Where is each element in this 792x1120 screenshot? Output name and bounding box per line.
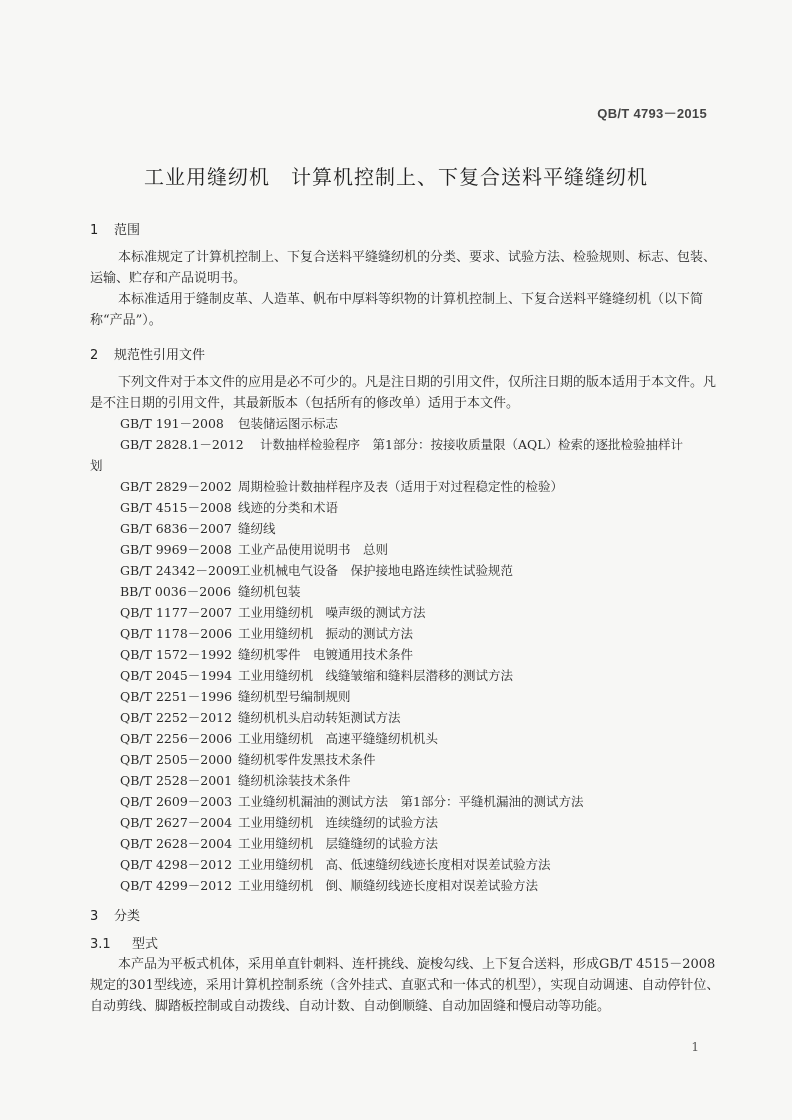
section-1-heading	[90, 219, 140, 238]
reference-item	[120, 560, 720, 581]
reference-item	[120, 812, 720, 833]
section-number: 3	[90, 909, 99, 924]
reference-code: QB/T 2256－2006	[120, 731, 233, 746]
subsection-title: 型式	[132, 937, 159, 952]
reference-title: 工业缝纫机漏油的测试方法 第1部分：平缝机漏油的测试方法	[238, 794, 584, 809]
reference-item	[120, 623, 720, 644]
reference-title: 缝纫线	[238, 521, 276, 536]
reference-title: 周期检验计数抽样程序及表（适用于对过程稳定性的检验）	[238, 479, 564, 494]
reference-code: QB/T 2251－1996	[120, 689, 233, 704]
reference-code: GB/T 2829－2002	[120, 479, 232, 494]
scope-paragraph-1: 本标准规定了计算机控制上、下复合送料平缝缝纫机的分类、要求、试验方法、检验规则、标志、包装、运输、贮存和产品说明书。	[90, 250, 717, 286]
reference-code: GB/T 4515－2008	[120, 500, 232, 515]
reference-title: 工业用缝纫机 振动的测试方法	[238, 626, 414, 641]
reference-title: 工业产品使用说明书 总则	[238, 542, 389, 557]
document-title: 工业用缝纫机 计算机控制上、下复合送料平缝缝纫机	[144, 165, 648, 189]
reference-title: 工业用缝纫机 连续缝纫的试验方法	[238, 815, 439, 830]
reference-title-continuation: 划	[90, 458, 103, 473]
reference-item	[120, 413, 720, 434]
subsection-number: 3.1	[90, 937, 111, 952]
normative-references-list	[90, 413, 720, 896]
subsection-3-1-heading	[90, 933, 158, 952]
reference-item	[120, 539, 720, 560]
reference-title: 缝纫机涂装技术条件	[238, 773, 351, 788]
reference-title: 缝纫机型号编制规则	[238, 689, 351, 704]
type-paragraph: 本产品为平板式机体，采用单直针刺料、连杆挑线、旋梭勾线、上下复合送料，形成GB/T 4515－2008规定的301型线迹，采用计算机控制系统（含外挂式、直驱式和一体式的机型），实现自动调速、自动停针位、自动剪线、脚踏板控制或自动拨线、自动计数、自动倒顺缝、自动加固缝和慢启动等功能。	[90, 957, 720, 1014]
reference-title: 线迹的分类和术语	[238, 500, 339, 515]
reference-item	[120, 644, 720, 665]
reference-item	[120, 665, 720, 686]
reference-item	[120, 875, 720, 896]
reference-code: QB/T 2627－2004	[120, 815, 233, 830]
reference-item	[90, 434, 720, 476]
reference-code: GB/T 191－2008	[120, 416, 224, 431]
reference-code: QB/T 1178－2006	[120, 626, 233, 641]
reference-code: QB/T 4298－2012	[120, 857, 233, 872]
section-title: 范围	[114, 223, 141, 238]
reference-item	[120, 518, 720, 539]
reference-code: QB/T 2628－2004	[120, 836, 233, 851]
reference-title: 工业用缝纫机 层缝缝纫的试验方法	[238, 836, 439, 851]
section-3-heading	[90, 905, 140, 924]
reference-code: QB/T 2045－1994	[120, 668, 233, 683]
reference-title: 缝纫机机头启动转矩测试方法	[238, 710, 401, 725]
reference-title: 工业用缝纫机 高速平缝缝纫机机头	[238, 731, 439, 746]
standard-code: QB/T 4793－2015	[597, 106, 707, 121]
reference-title: 计数抽样检验程序 第1部分：按接收质量限（AQL）检索的逐批检验抽样计	[260, 437, 684, 452]
reference-item	[120, 476, 720, 497]
reference-item	[120, 854, 720, 875]
reference-item	[120, 749, 720, 770]
reference-title: 工业用缝纫机 线缝皱缩和缝料层潜移的测试方法	[238, 668, 514, 683]
section-title: 规范性引用文件	[114, 348, 206, 363]
reference-code: QB/T 2528－2001	[120, 773, 233, 788]
reference-item	[120, 770, 720, 791]
reference-code: QB/T 2252－2012	[120, 710, 233, 725]
section-2-heading	[90, 344, 205, 363]
reference-item	[120, 728, 720, 749]
scope-paragraph-2: 本标准适用于缝制皮革、人造革、帆布中厚料等织物的计算机控制上、下复合送料平缝缝纫机（以下简称“产品”）。	[90, 292, 704, 328]
reference-item	[120, 602, 720, 623]
reference-code: GB/T 9969－2008	[120, 542, 232, 557]
reference-title: 缝纫机包装	[238, 584, 301, 599]
reference-title: 包装储运图示标志	[238, 416, 339, 431]
reference-title: 工业用缝纫机 高、低速缝纫线迹长度相对误差试验方法	[238, 857, 551, 872]
refs-intro-paragraph: 下列文件对于本文件的应用是必不可少的。凡是注日期的引用文件，仅所注日期的版本适用于本文件。凡是不注日期的引用文件，其最新版本（包括所有的修改单）适用于本文件。	[90, 375, 717, 411]
reference-item	[120, 497, 720, 518]
reference-code: QB/T 4299－2012	[120, 878, 233, 893]
reference-title: 缝纫机零件 电镀通用技术条件	[238, 647, 414, 662]
reference-code: GB/T 6836－2007	[120, 521, 232, 536]
reference-code: QB/T 2609－2003	[120, 794, 233, 809]
page-number: 1	[691, 1040, 699, 1054]
reference-title: 工业用缝纫机 倒、顺缝纫线迹长度相对误差试验方法	[238, 878, 539, 893]
reference-title: 缝纫机零件发黑技术条件	[238, 752, 376, 767]
reference-code: GB/T 2828.1－2012	[120, 437, 244, 452]
reference-code: QB/T 1572－1992	[120, 647, 233, 662]
reference-code: QB/T 2505－2000	[120, 752, 233, 767]
reference-code: QB/T 1177－2007	[120, 605, 233, 620]
reference-code: GB/T 24342－2009	[120, 563, 240, 578]
reference-title: 工业用缝纫机 噪声级的测试方法	[238, 605, 426, 620]
section-number: 1	[90, 223, 99, 238]
reference-item	[120, 707, 720, 728]
reference-title: 工业机械电气设备 保护接地电路连续性试验规范	[238, 563, 514, 578]
reference-item	[120, 686, 720, 707]
reference-item	[120, 833, 720, 854]
reference-item	[120, 581, 720, 602]
section-number: 2	[90, 348, 99, 363]
reference-item	[120, 791, 720, 812]
section-title: 分类	[114, 909, 141, 924]
reference-code: BB/T 0036－2006	[120, 584, 232, 599]
